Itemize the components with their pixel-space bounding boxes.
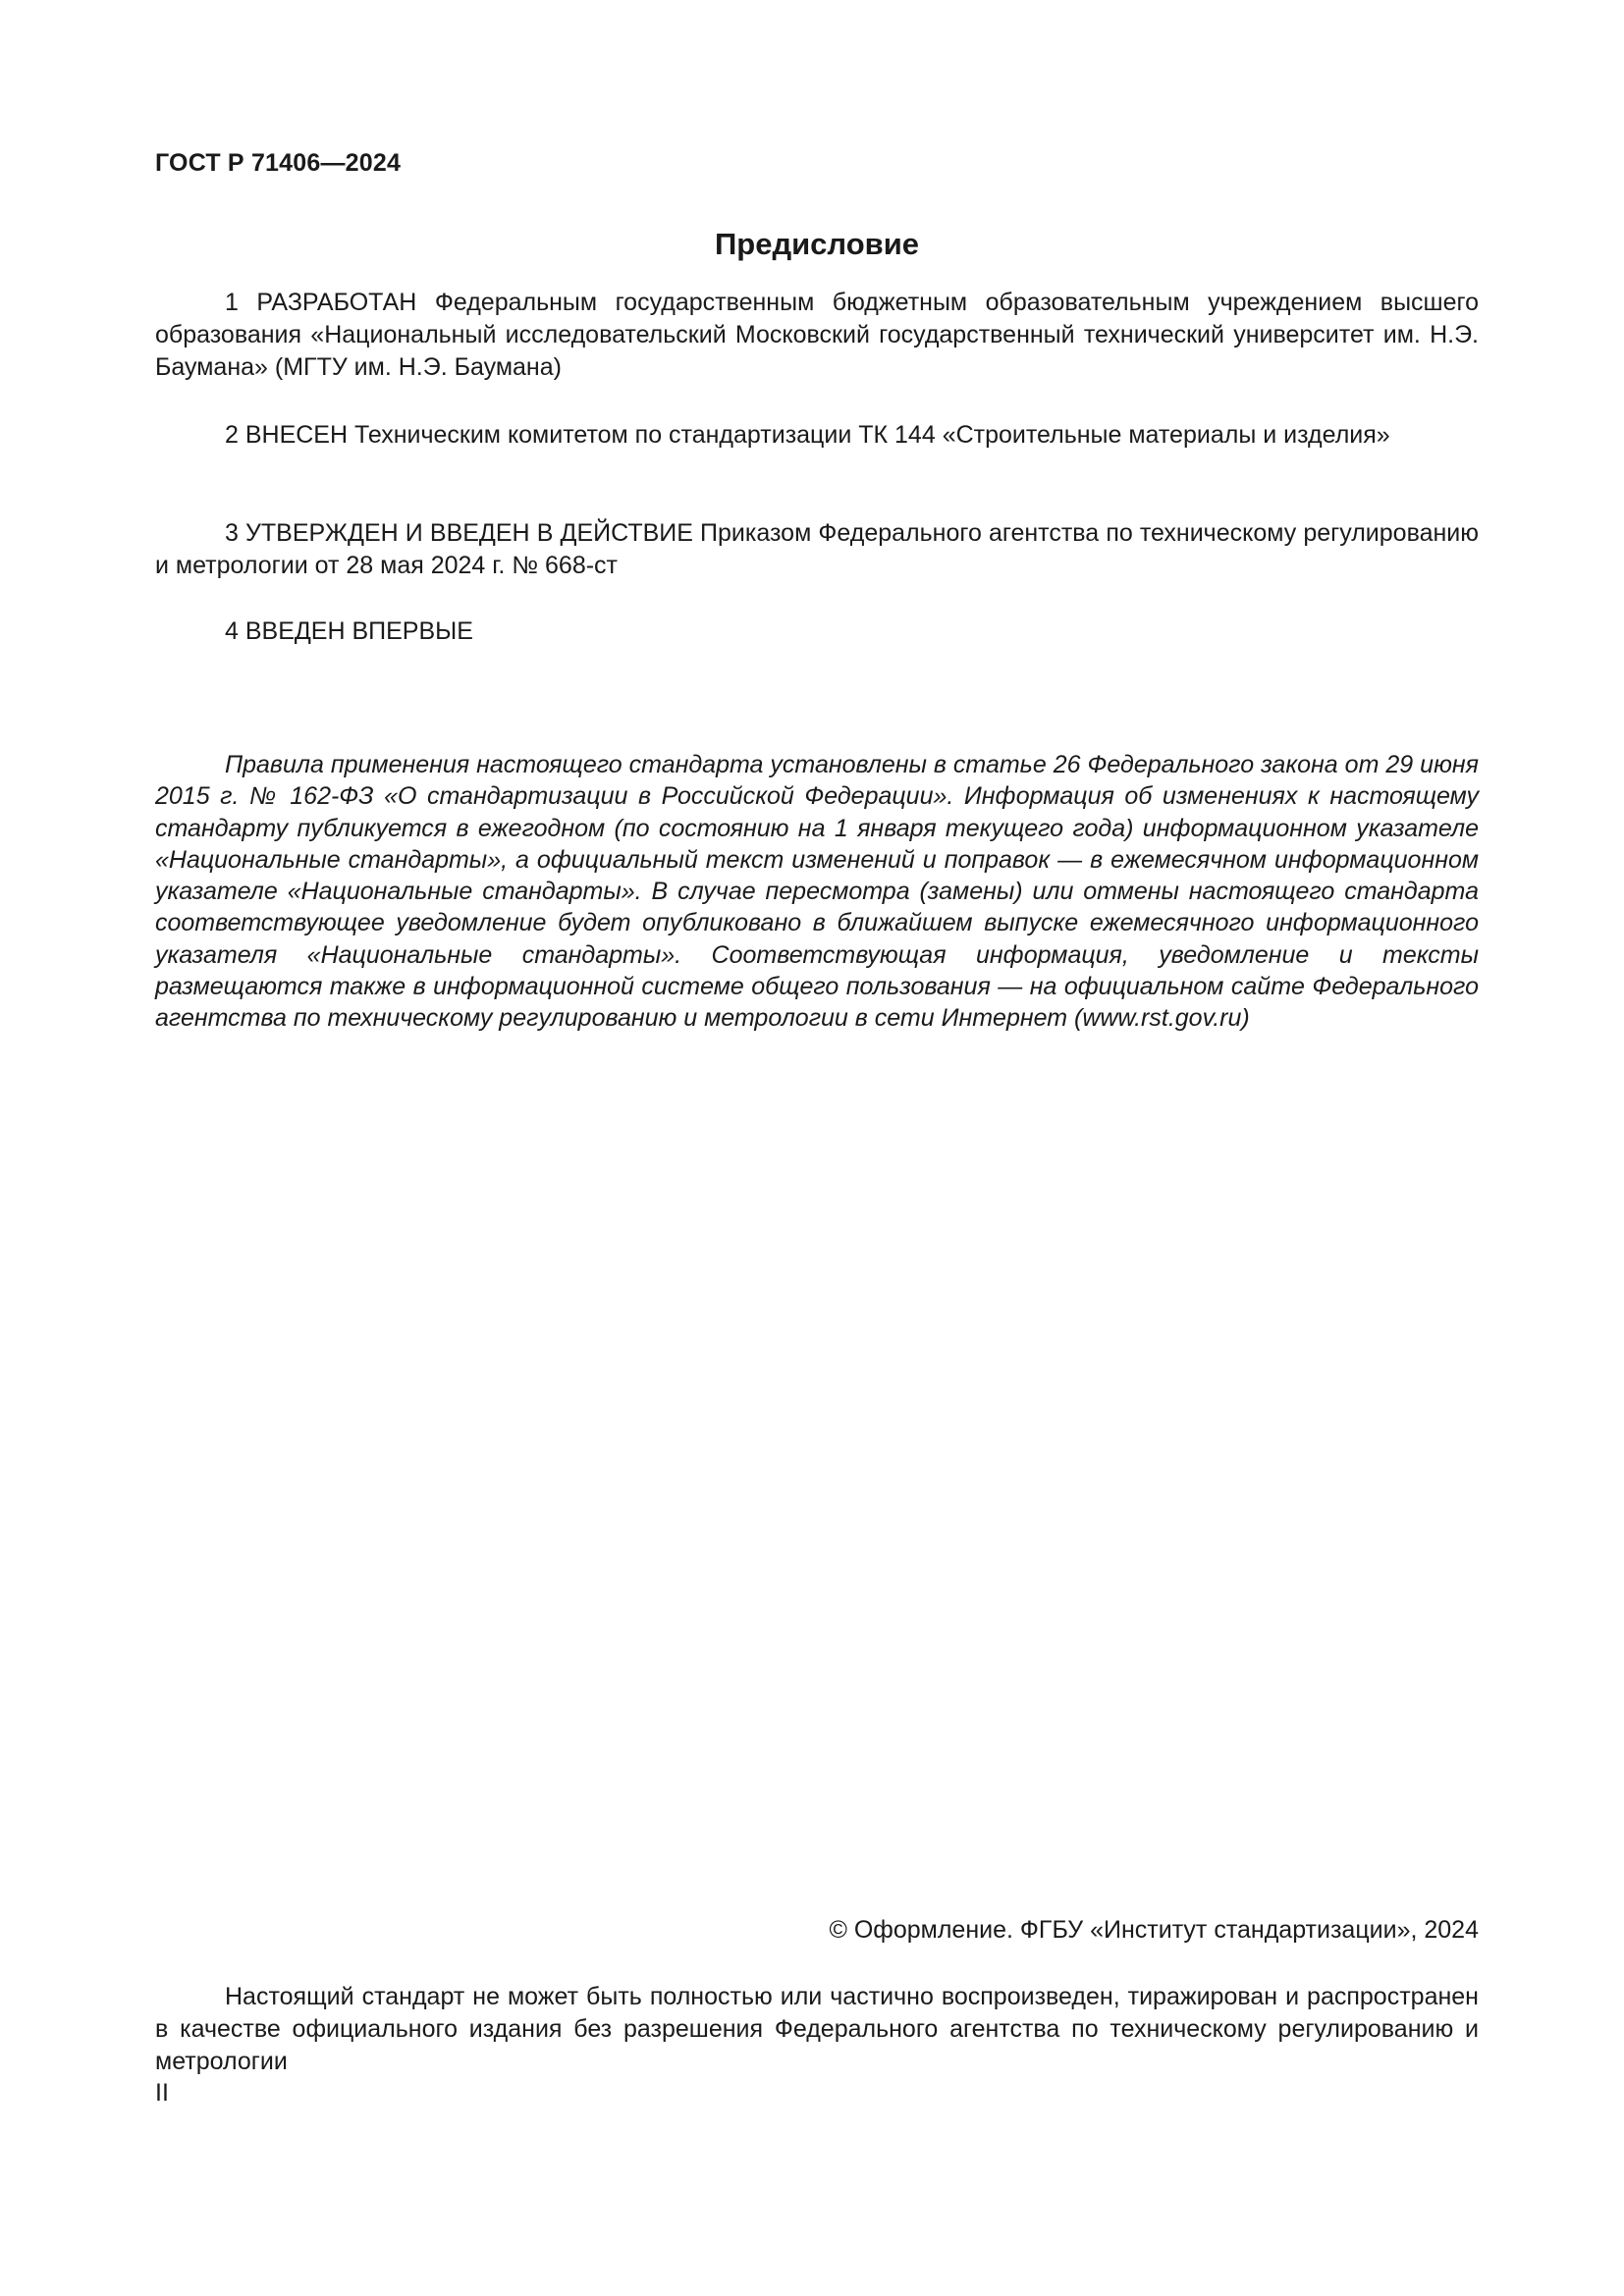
paragraph-submitted-by: 2 ВНЕСЕН Техническим комитетом по стандартизации ТК 144 «Строительные материалы и изделия» — [225, 421, 1390, 449]
paragraph-developed-by: 1 РАЗРАБОТАН Федеральным государственным бюджетным образовательным учреждением высшего образования «Национальный исследовательский Московский государственный технический университет им. Н.Э. Баумана» (МГТУ им. Н.Э. Баумана) — [155, 289, 1479, 381]
application-rules-text: Правила применения настоящего стандарта установлены в статье 26 Федерального закона от 29 июня 2015 г. № 162-ФЗ «О стандартизации в Российской Федерации». Информация об изменениях к настоящему стандарту публикуется в ежегодном (по состоянию на 1 января текущего года) информационном указателе «Национальные стандарты», а официальный текст изменений и поправок — в ежемесячном информационном указателе «Национальные стандарты». В случае пересмотра (замены) или отмены настоящего стандарта соответствующее уведомление будет опубликовано в ближайшем выпуске ежемесячного информационного указателя «Национальные стандарты». Соответствующая информация, уведомление и тексты размещаются также в информационной системе общего пользования — на официальном сайте Федерального агентства по техническому регулированию и метрологии в сети Интернет (www.rst.gov.ru) — [155, 751, 1479, 1033]
page-title: Предисловие — [714, 227, 919, 261]
paragraph-approved: 3 УТВЕРЖДЕН И ВВЕДЕН В ДЕЙСТВИЕ Приказом Федерального агентства по техническому регулированию и метрологии от 28 мая 2024 г. № 668-ст — [155, 519, 1479, 579]
copyright-line: © Оформление. ФГБУ «Институт стандартизации», 2024 — [829, 1916, 1479, 1944]
paragraph-introduced: 4 ВВЕДЕН ВПЕРВЫЕ — [225, 617, 473, 645]
reproduction-notice: Настоящий стандарт не может быть полностью или частично воспроизведен, тиражирован и распространен в качестве официального издания без разрешения Федерального агентства по техническому регулированию и метрологии — [155, 1983, 1479, 2075]
standard-designation: ГОСТ Р 71406—2024 — [155, 149, 402, 177]
page-number: II — [155, 2079, 169, 2107]
